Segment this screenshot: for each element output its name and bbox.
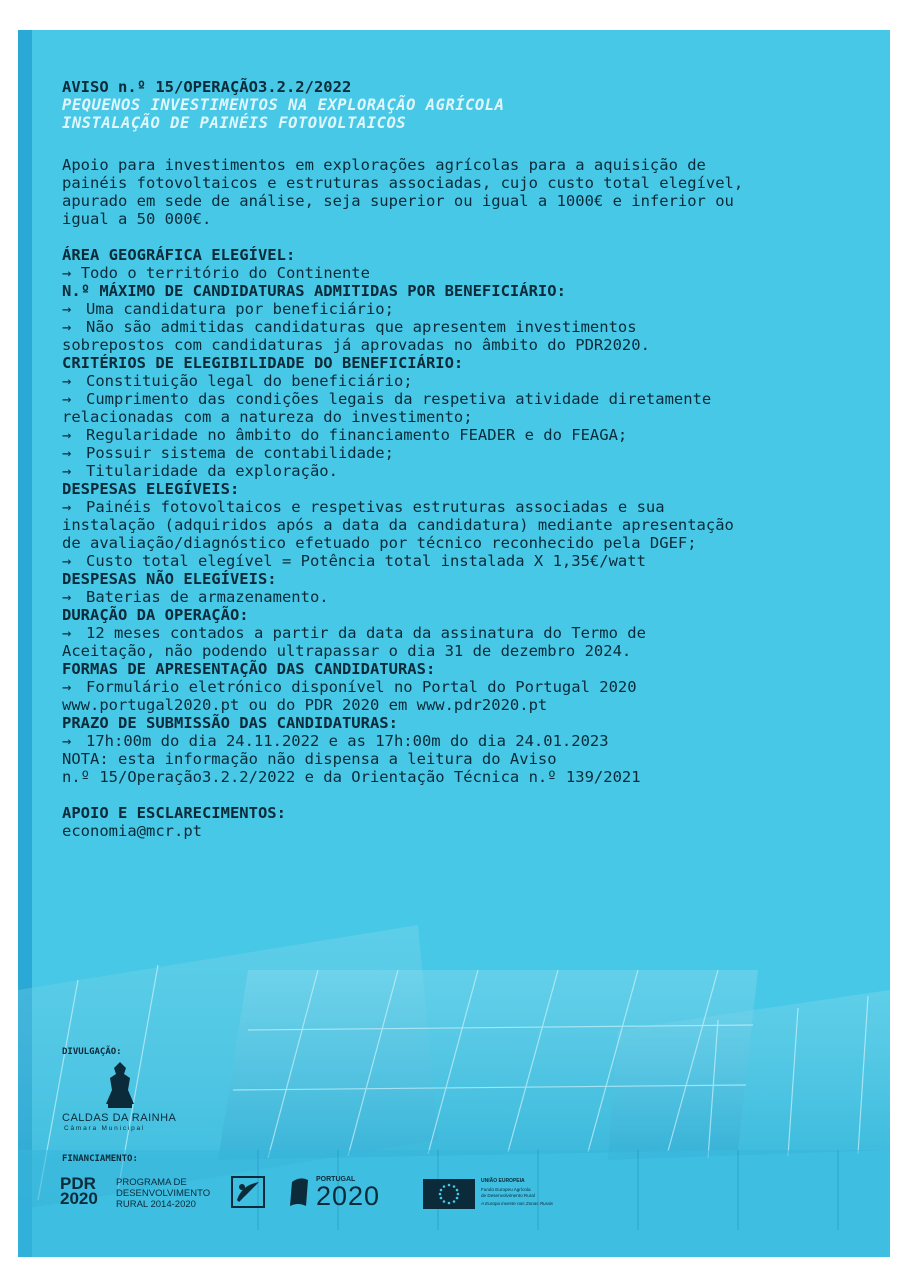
divulgacao-label: DIVULGAÇÃO: — [62, 1047, 122, 1057]
intro-line-2: painéis fotovoltaicos e estruturas associadas, cujo custo total elegível, — [62, 174, 744, 192]
nao-elegivel-item-1: → Baterias de armazenamento. — [62, 588, 329, 606]
section-title-apoio: APOIO E ESCLARECIMENTOS: — [62, 804, 286, 822]
section-title-area: ÁREA GEOGRÁFICA ELEGÍVEL: — [62, 246, 296, 264]
nota-line-2: n.º 15/Operação3.2.2/2022 e da Orientação Técnica n.º 139/2021 — [62, 768, 641, 786]
intro-line-3: apurado em sede de análise, seja superior ou igual a 1000€ e inferior ou — [62, 192, 734, 210]
prazo-item-1: → 17h:00m do dia 24.11.2022 e as 17h:00m do dia 24.01.2023 — [62, 732, 609, 750]
criterio-item-1: → Constituição legal do beneficiário; — [62, 372, 413, 390]
portugal-2020-text: 2020 — [316, 1181, 381, 1211]
arrow-icon: → — [62, 300, 72, 318]
despesa-item-2: → Custo total elegível = Potência total instalada X 1,35€/watt — [62, 552, 646, 570]
crest-icon — [100, 1060, 140, 1110]
section-title-nao-elegiveis: DESPESAS NÃO ELEGÍVEIS: — [62, 570, 277, 588]
subtitle-investments: PEQUENOS INVESTIMENTOS NA EXPLORAÇÃO AGRÍCOLA — [62, 96, 505, 114]
arrow-icon: → — [62, 624, 72, 642]
portugal-flag-icon — [288, 1176, 312, 1210]
criterio-item-3: → Regularidade no âmbito do financiamento FEADER e do FEAGA; — [62, 426, 628, 444]
section-title-formas: FORMAS DE APRESENTAÇÃO DAS CANDIDATURAS: — [62, 660, 436, 678]
despesa-item-1: → Painéis fotovoltaicos e respetivas estruturas associadas e sua — [62, 498, 665, 516]
max-item-2: → Não são admitidas candidaturas que apresentem investimentos — [62, 318, 637, 336]
criterio-item-4: → Possuir sistema de contabilidade; — [62, 444, 394, 462]
contact-email: economia@mcr.pt — [62, 822, 202, 840]
area-item: → Todo o território do Continente — [62, 264, 370, 282]
caldas-sub: Câmara Municipal — [64, 1125, 146, 1132]
arrow-icon: → — [62, 552, 72, 570]
arrow-icon: → — [62, 426, 72, 444]
pdr2020-logo — [60, 1176, 250, 1210]
despesa-item-1-cont2: de avaliação/diagnóstico efetuado por técnico reconhecido pela DGEF; — [62, 534, 697, 552]
poster-sheet — [18, 30, 890, 1257]
subtitle-panels: INSTALAÇÃO DE PAINÉIS FOTOVOLTAICOS — [62, 114, 407, 132]
arrow-icon: → — [62, 498, 72, 516]
intro-line-1: Apoio para investimentos em explorações agrícolas para a aquisição de — [62, 156, 706, 174]
criterio-item-2: → Cumprimento das condições legais da respetiva atividade diretamente — [62, 390, 712, 408]
despesa-item-1-cont: instalação (adquiridos após a data da candidatura) mediante apresentação — [62, 516, 734, 534]
financiamento-label: FINANCIAMENTO: — [62, 1154, 138, 1164]
section-title-max: N.º MÁXIMO DE CANDIDATURAS ADMITIDAS POR BENEFICIÁRIO: — [62, 282, 566, 300]
eu-fund-text: Fundo Europeu Agrícola de Desenvolvimento Rural — [481, 1187, 535, 1198]
formas-item-1: → Formulário eletrónico disponível no Portal do Portugal 2020 — [62, 678, 637, 696]
arrow-icon: → — [62, 588, 72, 606]
portugal-small-text: PORTUGAL — [316, 1176, 356, 1183]
arrow-icon: → — [62, 444, 72, 462]
pdr-mark: PDR 2020 — [60, 1174, 98, 1208]
formas-item-1-cont: www.portugal2020.pt ou do PDR 2020 em www.pdr2020.pt — [62, 696, 548, 714]
duracao-item-1-cont: Aceitação, não podendo ultrapassar o dia 31 de dezembro 2024. — [62, 642, 632, 660]
arrow-icon: → — [62, 732, 72, 750]
caldas-da-rainha-logo — [62, 1060, 177, 1132]
aviso-title: AVISO n.º 15/OPERAÇÃO3.2.2/2022 — [62, 78, 352, 96]
section-title-prazo: PRAZO DE SUBMISSÃO DAS CANDIDATURAS: — [62, 714, 398, 732]
leader-logo — [231, 1176, 267, 1210]
caldas-name: CALDAS DA RAINHA — [62, 1112, 177, 1124]
arrow-icon: → — [62, 318, 72, 336]
arrow-icon: → — [62, 678, 72, 696]
notice-content — [62, 78, 862, 840]
criterio-item-2-cont: relacionadas com a natureza do investimento; — [62, 408, 473, 426]
intro-line-4: igual a 50 000€. — [62, 210, 212, 228]
arrow-icon: → — [62, 462, 72, 480]
eu-flag-icon — [423, 1179, 475, 1209]
max-item-1: → Uma candidatura por beneficiário; — [62, 300, 394, 318]
criterio-item-5: → Titularidade da exploração. — [62, 462, 338, 480]
nota-line-1: NOTA: esta informação não dispensa a leitura do Aviso — [62, 750, 557, 768]
max-item-2-cont: sobrepostos com candidaturas já aprovadas no âmbito do PDR2020. — [62, 336, 650, 354]
pdr-text: PROGRAMA DE DESENVOLVIMENTO RURAL 2014-2020 — [116, 1177, 211, 1210]
eu-title: UNIÃO EUROPEIA — [481, 1178, 525, 1184]
eu-slogan: A Europa investe nas Zonas Rurais — [481, 1201, 554, 1206]
arrow-icon: → — [62, 372, 72, 390]
section-title-despesas: DESPESAS ELEGÍVEIS: — [62, 480, 240, 498]
section-title-criterios: CRITÉRIOS DE ELEGIBILIDADE DO BENEFICIÁRIO: — [62, 354, 464, 372]
leader-icon — [231, 1176, 265, 1208]
eu-feader-logo — [423, 1176, 573, 1210]
portugal2020-logo — [288, 1176, 418, 1210]
arrow-icon: → — [62, 390, 72, 408]
section-title-duracao: DURAÇÃO DA OPERAÇÃO: — [62, 606, 249, 624]
arrow-icon: → — [62, 264, 72, 282]
duracao-item-1: → 12 meses contados a partir da data da assinatura do Termo de — [62, 624, 646, 642]
